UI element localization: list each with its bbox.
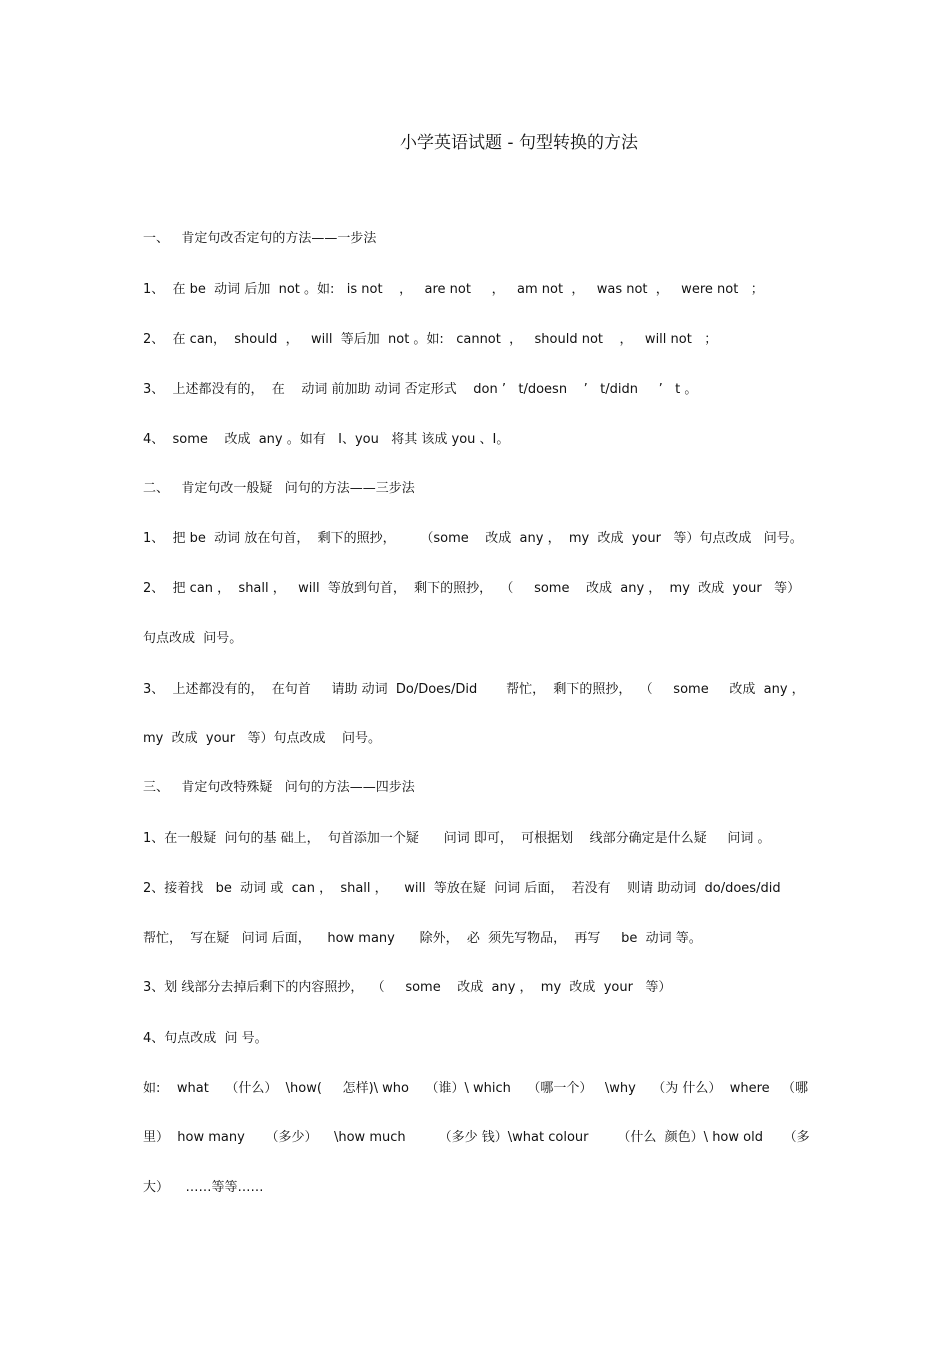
rule-line: 3、划 线部分去掉后剩下的内容照抄， （ some 改成 any ， my 改成 your 等） <box>143 980 672 995</box>
rule-line: 句点改成 问号。 <box>143 631 243 646</box>
rule-line: 4、 some 改成 any 。如有 I、you 将其 该成 you 、I。 <box>143 432 510 447</box>
rule-line: 1、 在 be 动词 后加 not 。如: is not ， are not ， am not ， was not ， were not ； <box>143 282 764 297</box>
document-title: 小学英语试题 - 句型转换的方法 <box>400 133 638 153</box>
rule-line: 4、句点改成 问 号。 <box>143 1031 268 1046</box>
rule-line: 2、 把 can ， shall ， will 等放到句首， 剩下的照抄， （ some 改成 any ， my 改成 your 等） <box>143 581 801 596</box>
rule-line: 2、 在 can， should ， will 等后加 not 。如: cannot ， should not ， will not ； <box>143 332 718 347</box>
rule-line: 3、 上述都没有的， 在 动词 前加助 动词 否定形式 don ’ t/doesn ’ t/didn ’ t 。 <box>143 382 698 397</box>
rule-line: 1、 把 be 动词 放在句首， 剩下的照抄， （some 改成 any ， my 改成 your 等）句点改成 问号。 <box>143 531 803 546</box>
section-heading-3: 三、 肯定句改特殊疑 问句的方法——四步法 <box>143 780 415 795</box>
example-line: 大） ……等等…… <box>143 1180 264 1195</box>
example-line: 如: what （什么） \how( 怎样)\ who （谁）\ which （哪一个） \why （为 什么） where （哪 <box>143 1081 809 1096</box>
section-heading-1: 一、 肯定句改否定句的方法——一步法 <box>143 231 377 246</box>
rule-line: 3、 上述都没有的， 在句首 请助 动词 Do/Does/Did 帮忙， 剩下的照抄， （ some 改成 any ， <box>143 682 805 697</box>
section-heading-2: 二、 肯定句改一般疑 问句的方法——三步法 <box>143 481 415 496</box>
example-line: 里） how many （多少） \how much （多少 钱）\what colour （什么 颜色）\ how old （多 <box>143 1130 810 1145</box>
rule-line: my 改成 your 等）句点改成 问号。 <box>143 731 382 746</box>
rule-line: 2、接着找 be 动词 或 can ， shall ， will 等放在疑 问词 后面， 若没有 则请 助动词 do/does/did <box>143 881 781 896</box>
rule-line: 1、在一般疑 问句的基 础上， 句首添加一个疑 问词 即可， 可根据划 线部分确定是什么疑 问词 。 <box>143 831 771 846</box>
rule-line: 帮忙， 写在疑 问词 后面， how many 除外， 必 须先写物品， 再写 be 动词 等。 <box>143 931 702 946</box>
